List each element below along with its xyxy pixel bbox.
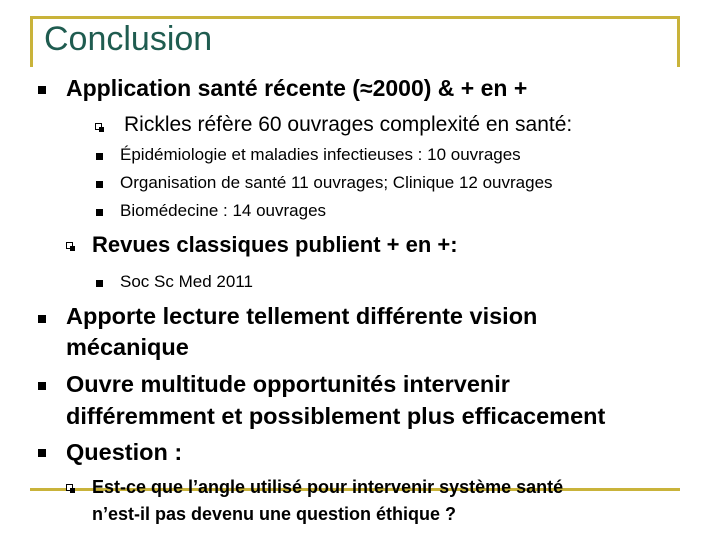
square-bullet-icon	[38, 315, 46, 323]
bullet-application: Application santé récente (≈2000) & + en +	[66, 75, 528, 101]
square-bullet-icon	[38, 86, 46, 94]
bullet-apporte-line2: mécanique	[66, 334, 189, 360]
bullet-question: Question :	[66, 439, 183, 465]
slide-title: Conclusion	[44, 20, 213, 58]
hollow-square-bullet-icon	[95, 123, 102, 130]
square-bullet-icon	[96, 209, 103, 216]
square-bullet-icon	[96, 181, 103, 188]
square-bullet-icon	[96, 280, 103, 287]
bullet-organisation: Organisation de santé 11 ouvrages; Clinique 12 ouvrages	[120, 173, 553, 192]
bullet-apporte-line1: Apporte lecture tellement différente vision	[66, 303, 538, 329]
bullet-epidemiologie: Épidémiologie et maladies infectieuses : 10 ouvrages	[120, 145, 521, 164]
bullet-est-ce-line1: Est-ce que l’angle utilisé pour intervenir système santé	[92, 477, 564, 497]
bullet-biomedecine: Biomédecine : 14 ouvrages	[120, 201, 327, 220]
square-bullet-icon	[38, 382, 46, 390]
bullet-revues: Revues classiques publient + en +:	[92, 232, 458, 257]
bullet-est-ce-line2: n’est-il pas devenu une question éthique ?	[92, 504, 457, 524]
frame-top-line	[30, 16, 680, 19]
frame-left-line	[30, 16, 33, 67]
hollow-square-bullet-icon	[66, 484, 73, 491]
bullet-rickles: Rickles réfère 60 ouvrages complexité en santé:	[124, 113, 573, 136]
frame-right-line	[677, 16, 680, 67]
bullet-ouvre-line1: Ouvre multitude opportunités intervenir	[66, 371, 510, 397]
bullet-ouvre-line2: différemment et possiblement plus efficacement	[66, 403, 606, 429]
bullet-soc-sc-med: Soc Sc Med 2011	[120, 272, 253, 291]
square-bullet-icon	[38, 449, 46, 457]
hollow-square-bullet-icon	[66, 242, 73, 249]
square-bullet-icon	[96, 153, 103, 160]
